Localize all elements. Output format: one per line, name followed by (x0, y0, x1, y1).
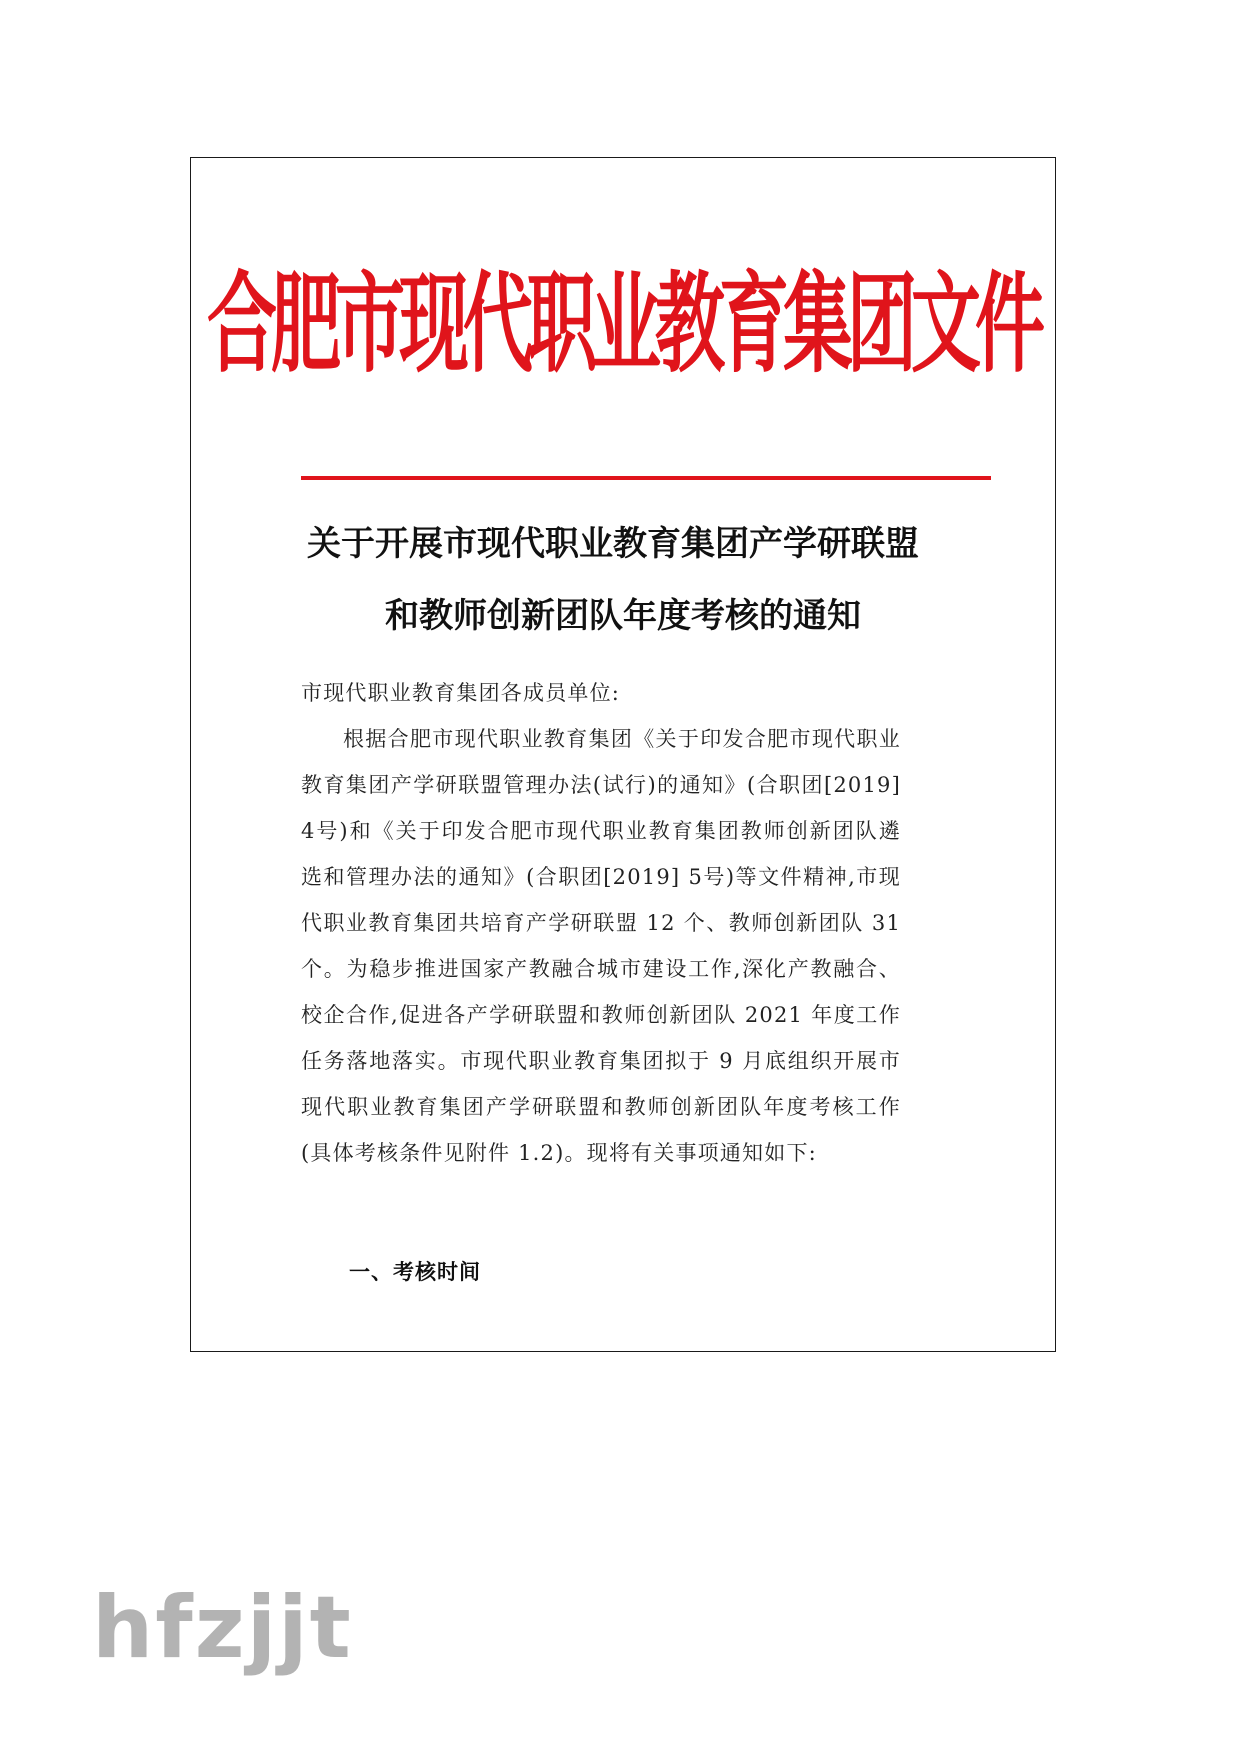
salutation: 市现代职业教育集团各成员单位: (301, 681, 621, 705)
document-page (190, 157, 1056, 1352)
notice-title-line-2: 和教师创新团队年度考核的通知 (385, 596, 861, 636)
body-paragraph: 根据合肥市现代职业教育集团《关于印发合肥市现代职业教育集团产学研联盟管理办法(试行)的通知》(合职团[2019]4号)和《关于印发合肥市现代职业教育集团教师创新团队遴选和管理办法的通知》(合职团[2019] 5号)等文件精神,市现代职业教育集团共培育产学研联盟 12 个、教师创新团队 31 个。为稳步推进国家产教融合城市建设工作,深化产教融合、校企合作,促进各产学研联盟和教师创新团队 2021 年度工作任务落地落实。市现代职业教育集团拟于 9 月底组织开展市现代职业教育集团产学研联盟和教师创新团队年度考核工作(具体考核条件见附件 1.2)。现将有关事项通知如下: (301, 727, 901, 1165)
document-red-header: 合肥市现代职业教育集团文件 (207, 260, 1039, 388)
notice-title-line-1: 关于开展市现代职业教育集团产学研联盟 (307, 524, 919, 564)
section-heading-exam-time: 一、考核时间 (349, 1259, 481, 1284)
red-divider-line (301, 476, 991, 480)
watermark-text: hfzjjt (92, 1578, 353, 1678)
